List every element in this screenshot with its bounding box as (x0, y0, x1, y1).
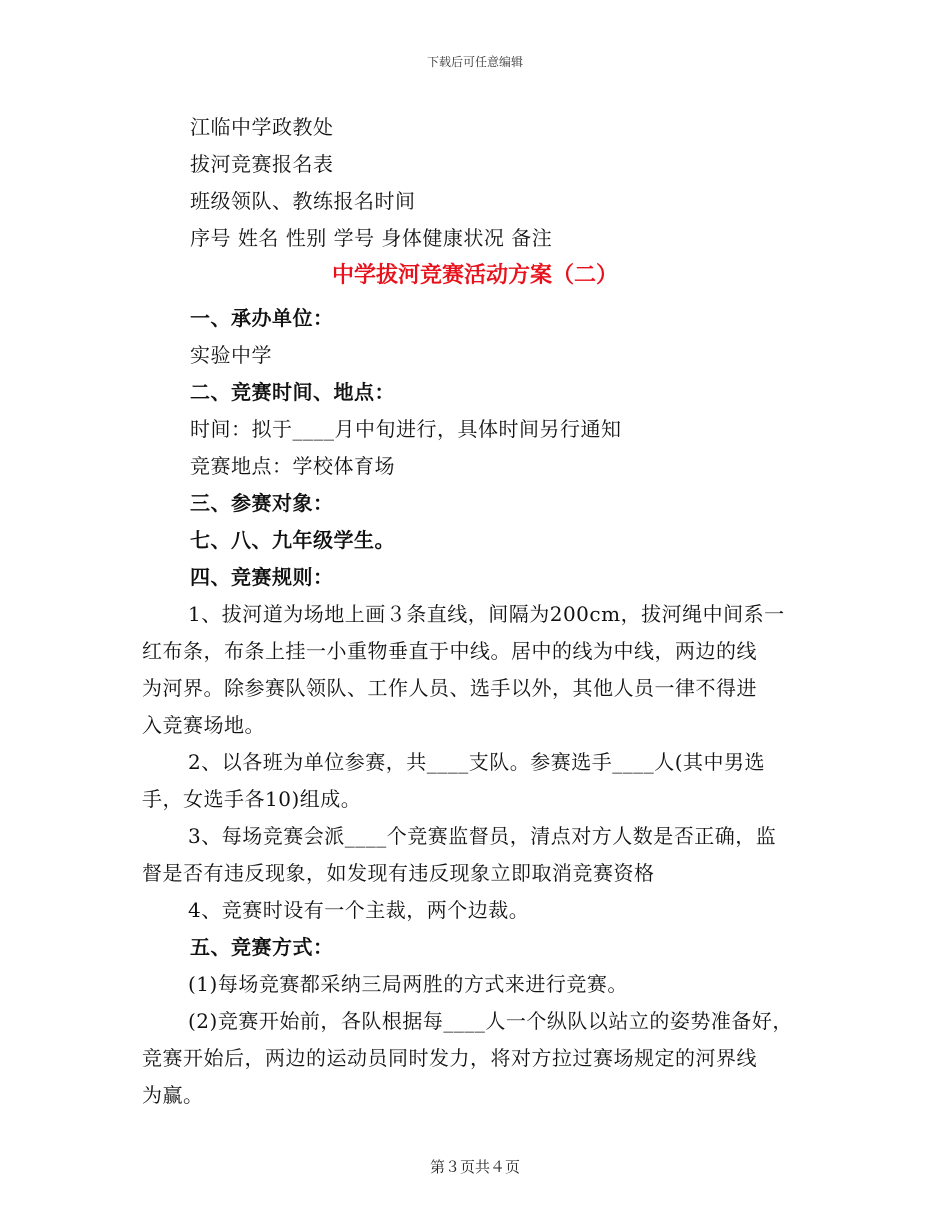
document-title: 中学拔河竞赛活动方案（二） (331, 262, 618, 288)
method-2-line-1: (2)竞赛开始前，各队根据每____人一个纵队以站立的姿势准备好， (188, 1009, 793, 1033)
section-1-body: 实验中学 (190, 343, 272, 367)
rule-1-line-3: 为河界。除参赛队领队、工作人员、选手以外，其他人员一律不得进 (142, 676, 757, 700)
page-header: 下载后可任意编辑 (426, 55, 523, 69)
rule-1-line-2: 红布条，布条上挂一小重物垂直于中线。居中的线为中线，两边的线 (142, 639, 757, 663)
rule-3-line-2: 督是否有违反现象，如发现有违反现象立即取消竞赛资格 (142, 861, 655, 885)
section-2-place: 竞赛地点：学校体育场 (190, 454, 395, 478)
section-1-heading: 一、承办单位： (190, 306, 334, 330)
page-number: 第３页共４页 (429, 1158, 520, 1176)
rule-1-line-1: 1、拔河道为场地上画３条直线，间隔为200cm，拔河绳中间系一 (188, 602, 785, 626)
rule-3-line-1: 3、每场竞赛会派____个竞赛监督员，清点对方人数是否正确，监 (188, 824, 777, 848)
rule-2-line-2: 手，女选手各10)组成。 (142, 787, 362, 811)
method-2-line-3: 为赢。 (142, 1083, 204, 1107)
section-2-heading: 二、竞赛时间、地点： (190, 380, 395, 404)
section-4-heading: 四、竞赛规则： (190, 565, 334, 589)
signup-form-title: 拔河竞赛报名表 (190, 152, 334, 176)
school-office-line: 江临中学政教处 (190, 115, 334, 139)
section-3-heading: 三、参赛对象： (190, 491, 334, 515)
method-2-line-2: 竞赛开始后，两边的运动员同时发力，将对方拉过赛场规定的河界线 (142, 1046, 757, 1070)
signup-time-line: 班级领队、教练报名时间 (190, 189, 416, 213)
form-columns-line: 序号 姓名 性别 学号 身体健康状况 备注 (190, 226, 553, 250)
rule-1-line-4: 入竞赛场地。 (142, 713, 265, 737)
section-3-body: 七、八、九年级学生。 (190, 528, 395, 552)
section-2-time: 时间：拟于____月中旬进行，具体时间另行通知 (190, 417, 622, 441)
method-1: (1)每场竞赛都采纳三局两胜的方式来进行竞赛。 (188, 972, 628, 996)
rule-2-line-1: 2、以各班为单位参赛，共____支队。参赛选手____人(其中男选 (188, 750, 766, 774)
section-5-heading: 五、竞赛方式： (190, 935, 334, 959)
rule-4: 4、竞赛时设有一个主裁，两个边裁。 (188, 898, 530, 922)
